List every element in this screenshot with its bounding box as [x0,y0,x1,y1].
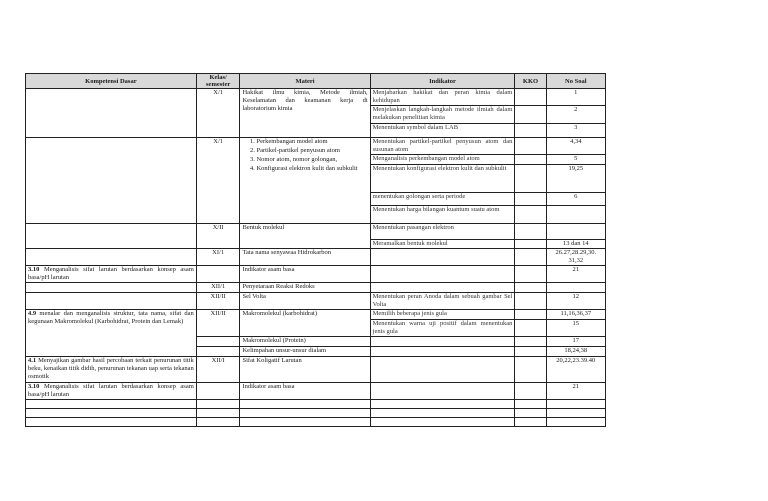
materi-cell: Sifat Koligatif Larutan [240,357,370,383]
kko-cell [515,124,546,138]
empty-cell [546,418,605,427]
kd-code: 3.10 [28,266,40,273]
empty-cell [546,400,605,409]
empty-cell [515,409,546,418]
materi-cell: Kelimpahan unsur-unsur dialam [240,347,370,357]
kelas-cell: X/II [196,224,240,249]
kd-text: menalar dan menganalisis struktur, tata nama, sifat dan kegunaan Makromolekul (Karbohidrat, Protein dan Lemak) [28,310,194,325]
indikator-cell: Meramalkan bentuk molekul [370,240,515,249]
kd-cell [26,138,197,224]
empty-row [26,418,606,427]
kd-cell [26,293,197,310]
kko-cell [515,89,546,106]
kelas-cell: X/1 [196,138,240,224]
no-soal-cell: 3 [546,124,605,138]
indikator-cell: menentukan golongan serta periode [370,193,515,206]
kd-cell [26,310,197,357]
kko-cell [515,337,546,347]
no-soal-cell [546,224,605,240]
kko-cell [515,383,546,400]
kko-cell [515,347,546,357]
kisi-kisi-table [25,73,606,427]
kelas-cell [196,266,240,283]
indikator-cell [370,347,515,357]
empty-cell [370,409,515,418]
no-soal-cell: 20,22,23.39.40 [546,357,605,383]
kd-cell [26,357,197,383]
empty-cell [515,400,546,409]
empty-cell [240,409,370,418]
materi-cell: Bentuk molekul [240,224,370,249]
empty-cell [546,409,605,418]
kko-cell [515,106,546,124]
no-soal-cell: 26.27,28.29,30. 31,32 [546,249,605,266]
indikator-cell: Menentukan konfigurasi elektron kulit dan subkulit [370,165,515,193]
no-soal-cell: 1 [546,89,605,106]
materi-cell: Hakikat ilmu kimia, Metode ilmiah, Keselamatan dan keamanan kerja di laboratorium kimia [240,89,370,138]
indikator-cell [370,249,515,266]
indikator-cell [370,283,515,293]
indikator-cell [370,357,515,383]
table-row [26,249,606,266]
materi-cell: Sel Volta [240,293,370,310]
no-soal-cell: 11,16,36,37 [546,310,605,320]
indikator-cell: Menentukan symbol dalam LAB [370,124,515,138]
materi-cell: Indikator asam basa [240,266,370,283]
kelas-cell [196,337,240,347]
indikator-cell [370,266,515,283]
table-header-row [26,74,606,89]
kko-cell [515,224,546,240]
table-row [26,383,606,400]
table-row [26,357,606,383]
kko-cell [515,240,546,249]
kko-cell [515,310,546,320]
empty-cell [515,418,546,427]
kelas-cell: XII/1 [196,283,240,293]
kd-cell [26,266,197,283]
materi-cell: Makromolekul (karbohidrat) [240,310,370,337]
materi-list-item: 3. Nomor atom, nomor golongan, [256,156,367,164]
header-materi: Materi [240,74,370,89]
indikator-cell [370,383,515,400]
kko-cell [515,155,546,165]
kko-cell [515,206,546,224]
no-soal-cell: 5 [546,155,605,165]
kko-cell [515,320,546,337]
materi-cell [240,138,370,224]
kelas-cell: XII/II [196,293,240,310]
header-kompetensi-dasar: Kompetensi Dasar [26,74,197,89]
no-soal-cell: 2 [546,106,605,124]
no-soal-cell [546,283,605,293]
kd-cell [26,249,197,266]
indikator-cell: Menentukan harga bilangan kuantum suatu atom [370,206,515,224]
no-soal-cell: 6 [546,193,605,206]
empty-row [26,400,606,409]
no-soal-cell: 17 [546,337,605,347]
no-soal-cell: 13 dan 14 [546,240,605,249]
kelas-cell: X/1 [196,89,240,138]
kelas-cell: XI/1 [196,249,240,266]
header-no-soal: No Soal [546,74,605,89]
table-row [26,224,606,240]
empty-cell [370,400,515,409]
kko-cell [515,249,546,266]
materi-list-item: 4. Konfigurasi elektron kulit dan subkulit [256,165,367,173]
no-soal-cell: 21 [546,266,605,283]
kelas-cell: XII/I [196,357,240,383]
no-soal-cell: 15 [546,320,605,337]
indikator-cell: Menjabarkan hakikat dan peran kimia dalam kehidupan [370,89,515,106]
no-soal-cell: 18,24,38 [546,347,605,357]
kko-cell [515,283,546,293]
kelas-cell [196,347,240,357]
table-row [26,293,606,310]
kd-cell [26,224,197,249]
kd-code: 4.1 [28,357,37,364]
indikator-cell: Menentukan peran Anoda dalam sebuah gambar Sel Volta [370,293,515,310]
indikator-cell: Menentukan warna uji positif dalam menentukan jenis gula [370,320,515,337]
kko-cell [515,266,546,283]
kko-cell [515,293,546,310]
kd-text: Menganalisis sifat larutan berdasarkan konsep asam basa/pH larutan [28,266,194,281]
indikator-cell [370,337,515,347]
table-row [26,266,606,283]
no-soal-cell: 4,34 [546,138,605,155]
kd-code: 4.9 [28,310,37,317]
empty-cell [196,418,240,427]
materi-cell: Indikator asam basa [240,383,370,400]
kko-cell [515,193,546,206]
empty-cell [26,409,197,418]
table-row [26,283,606,293]
indikator-cell: Memilih beberapa jenis gula [370,310,515,320]
kd-code: 3.10 [28,383,40,390]
header-kko: KKO [515,74,546,89]
no-soal-cell: 21 [546,383,605,400]
table-row [26,310,606,320]
indikator-cell: Menjelaskan langkah-langkah metode ilmiah dalam melakukan penelitian kimia [370,106,515,124]
empty-cell [26,400,197,409]
empty-cell [196,409,240,418]
kd-cell [26,383,197,400]
kd-text: Menyajikan gambar hasil percobaan terkait penurunan titik beku, kenaikan titik didih, penurunan tekanan uap serta tekanan osmotik [28,357,194,380]
kd-cell [26,283,197,293]
no-soal-cell: 19,25 [546,165,605,193]
materi-list-item: 1. Perkembangan model atom [256,138,367,146]
empty-cell [240,418,370,427]
kelas-cell [196,383,240,400]
indikator-cell: Menentukan partikel-partikel penyusun atom dan susunan atom [370,138,515,155]
empty-cell [240,400,370,409]
kko-cell [515,357,546,383]
materi-cell: Makromolekul (Protein) [240,337,370,347]
kd-cell [26,89,197,138]
kko-cell [515,138,546,155]
no-soal-cell [546,206,605,224]
kko-cell [515,165,546,193]
no-soal-cell: 12 [546,293,605,310]
materi-cell: Penyetaraan Reaksi Redoks [240,283,370,293]
kd-text: Menganalisis sifat larutan berdasarkan konsep asam basa/pH larutan [28,383,194,398]
table-row [26,138,606,155]
materi-cell: Tata nama senyawaa Hidrokarbon [240,249,370,266]
empty-cell [370,418,515,427]
empty-cell [26,418,197,427]
kelas-cell: XII/II [196,310,240,337]
materi-list-item: 2. Partikel-partikel penyusun atom [256,147,367,155]
table-row [26,89,606,106]
materi-list [242,138,367,173]
indikator-cell: Menentukan pasangan elektron [370,224,515,240]
empty-cell [196,400,240,409]
indikator-cell: Menganalisis perkembangan model atom [370,155,515,165]
header-indikator: Indikator [370,74,515,89]
header-kelas-semester: Kelas/ semester [196,74,240,89]
empty-row [26,409,606,418]
